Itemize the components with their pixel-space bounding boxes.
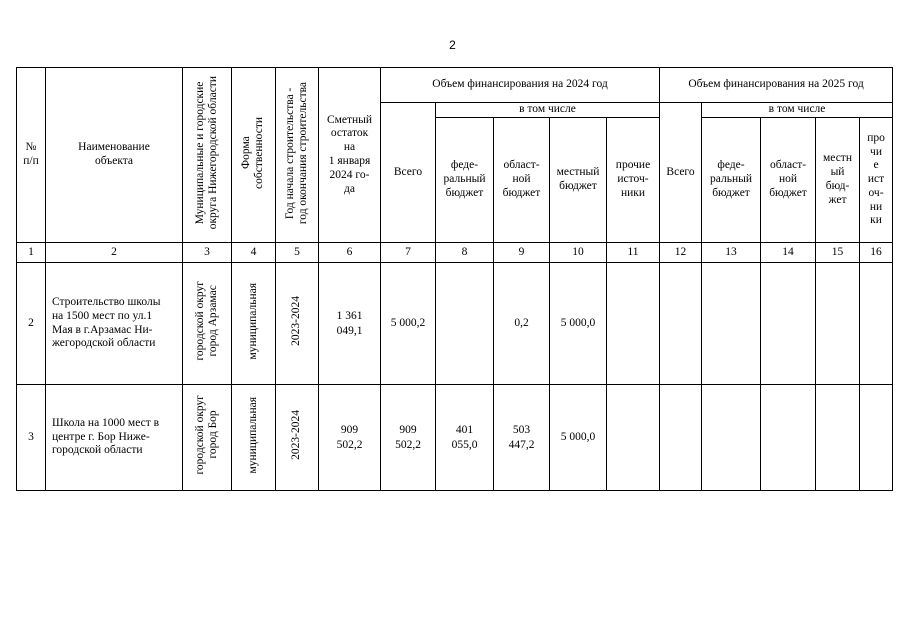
page-number: 2: [449, 38, 456, 52]
federal-2025-value: [702, 385, 761, 491]
header-number: № п/п: [17, 68, 46, 243]
col-number-4: 4: [232, 243, 276, 263]
col-number-7: 7: [381, 243, 436, 263]
other-2024-value: [607, 385, 660, 491]
federal-2024-value: [436, 263, 494, 385]
regional-2024-value: 0,2: [494, 263, 550, 385]
ownership-cell: [232, 385, 276, 491]
row-number: 2: [17, 263, 46, 385]
col-number-15: 15: [816, 243, 860, 263]
col-number-1: 1: [17, 243, 46, 263]
years-text: 2023-2024: [290, 296, 303, 347]
header-balance: Сметный остаток на 1 января 2024 го- да: [319, 68, 381, 243]
district-text: городской округ город Арзамас: [193, 281, 219, 361]
header-district-text: Муниципальные и городские округа Нижегородской области: [193, 75, 219, 230]
total-2024-value: 5 000,2: [381, 263, 436, 385]
other-2025-value: [860, 263, 893, 385]
header-regional-2025: област- ной бюджет: [761, 118, 816, 243]
header-regional-2024: област- ной бюджет: [494, 118, 550, 243]
total-2024-value: 909 502,2: [381, 385, 436, 491]
header-row-1: [17, 68, 893, 103]
federal-2025-value: [702, 263, 761, 385]
balance-value: 909 502,2: [319, 385, 381, 491]
local-2024-value: 5 000,0: [550, 385, 607, 491]
table-row: [17, 385, 893, 491]
district-text: городской округ город Бор: [193, 395, 219, 475]
col-number-16: 16: [860, 243, 893, 263]
ownership-cell: [232, 263, 276, 385]
col-number-9: 9: [494, 243, 550, 263]
header-ownership: [232, 68, 276, 243]
header-other-2024: прочие источ- ники: [607, 118, 660, 243]
header-local-2024: местный бюджет: [550, 118, 607, 243]
other-2025-value: [860, 385, 893, 491]
col-number-6: 6: [319, 243, 381, 263]
district-cell: [183, 263, 232, 385]
financing-table: [16, 67, 893, 491]
regional-2025-value: [761, 385, 816, 491]
col-number-5: 5: [276, 243, 319, 263]
col-number-11: 11: [607, 243, 660, 263]
header-federal-2024: феде- ральный бюджет: [436, 118, 494, 243]
header-including-2025: в том числе: [702, 103, 893, 118]
object-name: Строительство школы на 1500 мест по ул.1 Мая в г.Арзамас Ни- жегородской области: [46, 263, 183, 385]
header-object-name: Наименование объекта: [46, 68, 183, 243]
district-cell: [183, 385, 232, 491]
col-number-10: 10: [550, 243, 607, 263]
total-2025-value: [660, 385, 702, 491]
header-financing-2025: Объем финансирования на 2025 год: [660, 68, 893, 103]
years-cell: [276, 385, 319, 491]
table-row: [17, 263, 893, 385]
header-local-2025: местн ый бюд- жет: [816, 118, 860, 243]
ownership-text: муниципальная: [246, 396, 259, 474]
col-number-14: 14: [761, 243, 816, 263]
other-2024-value: [607, 263, 660, 385]
years-text: 2023-2024: [290, 410, 303, 461]
years-cell: [276, 263, 319, 385]
header-including-2024: в том числе: [436, 103, 660, 118]
column-number-row: [17, 243, 893, 263]
local-2025-value: [816, 263, 860, 385]
object-name: Школа на 1000 мест в центре г. Бор Ниже- городской области: [46, 385, 183, 491]
header-total-2025: Всего: [660, 103, 702, 243]
header-years: [276, 68, 319, 243]
header-years-text: Год начала строительства - год окончания строительства: [283, 81, 309, 224]
col-number-13: 13: [702, 243, 761, 263]
regional-2024-value: 503 447,2: [494, 385, 550, 491]
header-ownership-text: Форма собственности: [240, 116, 266, 189]
regional-2025-value: [761, 263, 816, 385]
header-other-2025: про чи е ист оч- ни ки: [860, 118, 893, 243]
balance-value: 1 361 049,1: [319, 263, 381, 385]
header-total-2024: Всего: [381, 103, 436, 243]
col-number-8: 8: [436, 243, 494, 263]
header-financing-2024: Объем финансирования на 2024 год: [381, 68, 660, 103]
ownership-text: муниципальная: [246, 282, 259, 360]
local-2024-value: 5 000,0: [550, 263, 607, 385]
federal-2024-value: 401 055,0: [436, 385, 494, 491]
local-2025-value: [816, 385, 860, 491]
col-number-12: 12: [660, 243, 702, 263]
total-2025-value: [660, 263, 702, 385]
col-number-3: 3: [183, 243, 232, 263]
row-number: 3: [17, 385, 46, 491]
header-federal-2025: феде- ральный бюджет: [702, 118, 761, 243]
col-number-2: 2: [46, 243, 183, 263]
header-district: [183, 68, 232, 243]
